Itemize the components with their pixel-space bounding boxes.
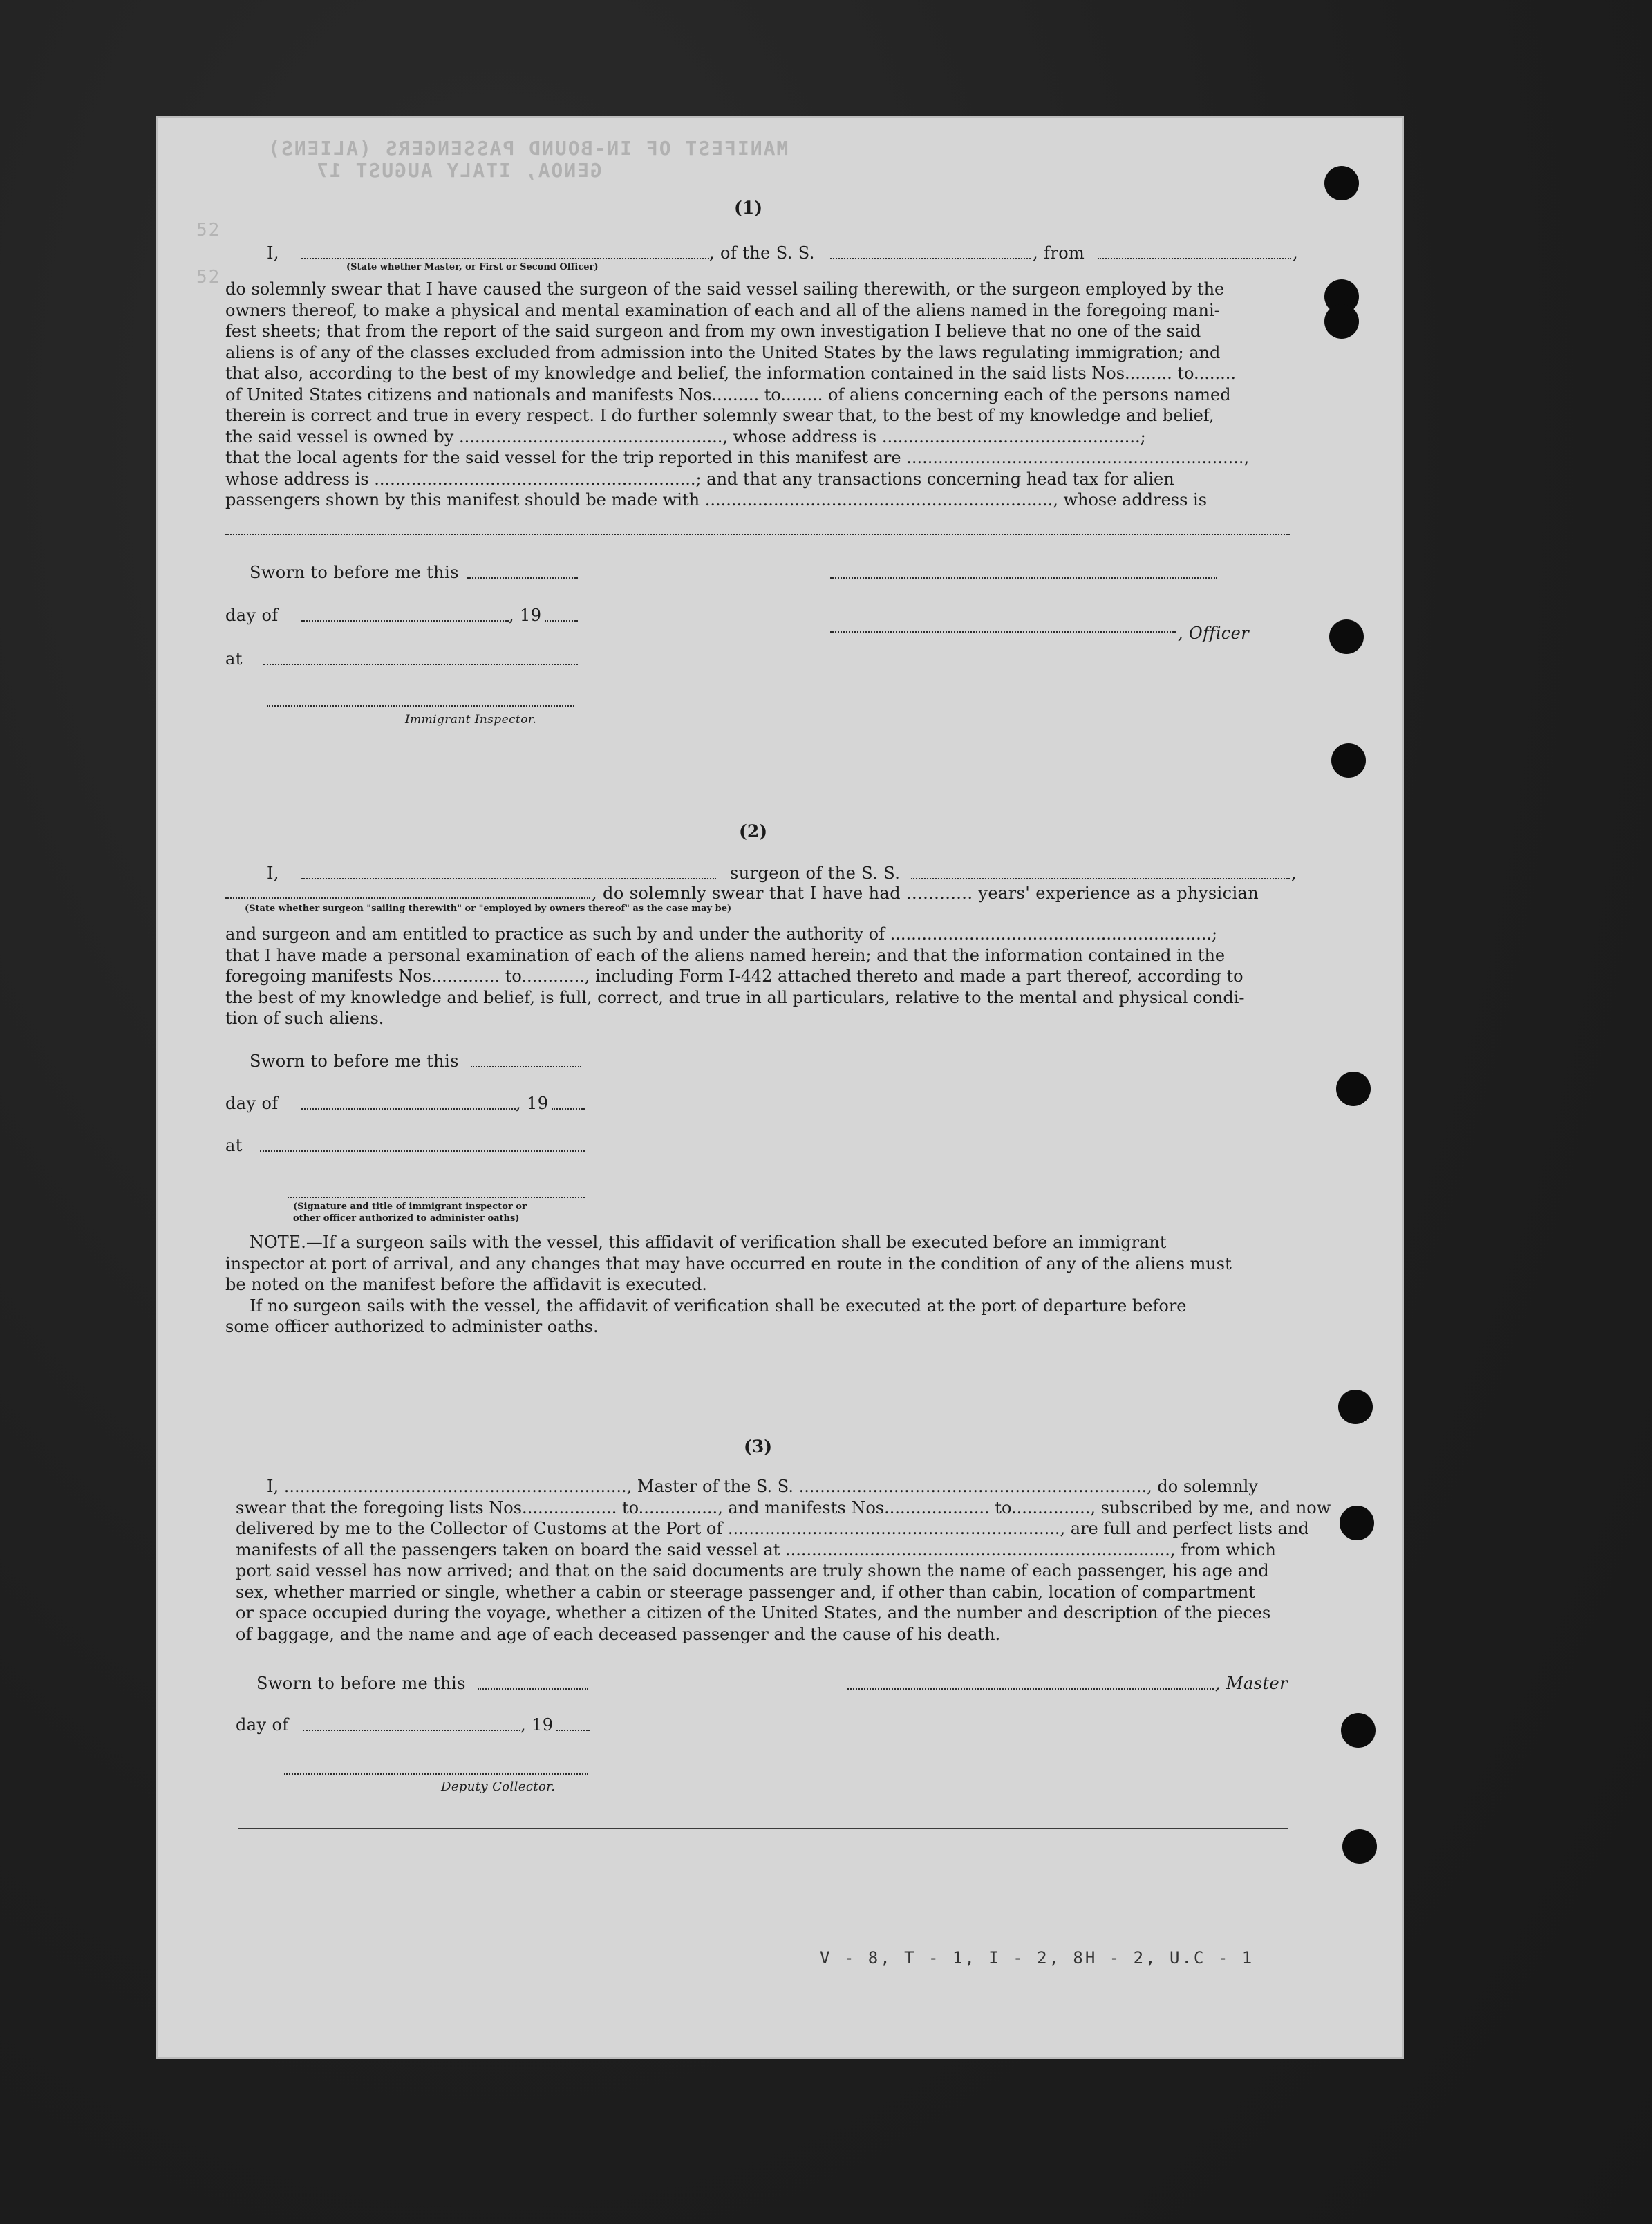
s2-note-line: If no surgeon sails with the vessel, the affidavit of verification shall be executed at the port of departure before xyxy=(250,1296,1187,1316)
s2-ship-blank xyxy=(911,878,1290,879)
s2-surgeon-blank xyxy=(301,878,716,879)
s1-body-line: aliens is of any of the classes excluded from admission into the United States by the laws regulating immigration; and xyxy=(225,342,1221,362)
s2-note-block xyxy=(225,1232,1359,1338)
s3-body-line: sex, whether married or single, whether a cabin or steerage passenger and, if other than cabin, location of compartment xyxy=(236,1582,1255,1602)
s2-at-blank xyxy=(260,1150,585,1152)
s3-deputy-label: Deputy Collector. xyxy=(441,1779,556,1794)
bleed-through-page-number-2: 52 xyxy=(196,267,221,288)
section-number-1: (1) xyxy=(734,198,763,218)
s1-officer-label: , Officer xyxy=(1178,624,1250,643)
s1-inspector-sig-blank xyxy=(267,705,574,707)
s2-body-line: that I have made a personal examination of each of the aliens named herein; and that the information contained in the xyxy=(225,945,1226,965)
s3-body-line: swear that the foregoing lists Nos.................. to..............., and manifests Nos.................... to..............., subscribed by me, and now xyxy=(236,1497,1331,1517)
s2-day-of-label: day of xyxy=(225,1094,279,1113)
s2-sworn-label: Sworn to before me this xyxy=(250,1052,459,1071)
s1-body-line: that also, according to the best of my knowledge and belief, the information contained in the said lists Nos......... to........ xyxy=(225,364,1237,383)
section-number-3: (3) xyxy=(744,1437,773,1457)
s2-body-line: tion of such aliens. xyxy=(225,1009,384,1028)
s1-body-line: whose address is .............................................................; and that any transactions concerning head tax for alien xyxy=(225,469,1174,489)
s1-body-line: fest sheets; that from the report of the said surgeon and from my own investigation I believe that no one of the said xyxy=(225,321,1201,341)
punch-hole xyxy=(1331,743,1366,778)
s1-comma: , xyxy=(1293,243,1299,263)
s1-year-blank xyxy=(545,620,578,622)
s2-surgeon-note: (State whether surgeon "sailing therewith" or "employed by owners thereof" as the case may be) xyxy=(245,904,732,914)
s2-year-label: , 19 xyxy=(516,1094,549,1113)
s1-body-line: owners thereof, to make a physical and mental examination of each and all of the aliens named in the foregoing mani- xyxy=(225,300,1220,320)
bleed-through-page-number: 52 xyxy=(196,220,221,241)
bottom-rule xyxy=(238,1828,1288,1829)
s2-sworn-blank xyxy=(471,1066,581,1067)
s2-note-line: NOTE.—If a surgeon sails with the vessel, this affidavit of verification shall be executed before an immigrant xyxy=(250,1233,1167,1252)
s1-of-ss: , of the S. S. xyxy=(709,243,815,263)
document-page xyxy=(156,116,1404,2059)
s2-at-label: at xyxy=(225,1136,243,1155)
s3-body-line: of baggage, and the name and age of each deceased passenger and the cause of his death. xyxy=(236,1624,1001,1644)
form-code: V - 8, T - 1, I - 2, 8H - 2, U.C - 1 xyxy=(820,1948,1255,1968)
s2-sig-note-1: (Signature and title of immigrant inspector or xyxy=(293,1202,527,1212)
bleed-through-header: MANIFEST OF IN-BOUND PASSENGERS (ALIENS) xyxy=(267,137,789,160)
s1-day-blank xyxy=(301,620,509,622)
bleed-through-subheader: GENOA, ITALY AUGUST 17 xyxy=(315,159,602,182)
s2-body-line: and surgeon and am entitled to practice as such by and under the authority of .............................................................; xyxy=(225,924,1218,944)
s3-body-line: port said vessel has now arrived; and that on the said documents are truly shown the name of each passenger, his age and xyxy=(236,1561,1269,1580)
s3-body-line: I, ................................................................., Master of the S. S. .................................................................., do solemnly xyxy=(267,1477,1258,1496)
s1-day-of-label: day of xyxy=(225,606,279,625)
s2-note-line: some officer authorized to administer oaths. xyxy=(225,1317,599,1336)
punch-hole xyxy=(1336,1072,1371,1106)
s1-body-line: passengers shown by this manifest should be made with .................................................................., whose address is xyxy=(225,490,1208,510)
s1-address-blank xyxy=(225,534,1290,535)
s3-day-of-label: day of xyxy=(236,1715,289,1735)
punch-hole xyxy=(1329,619,1364,654)
s1-body-line: do solemnly swear that I have caused the surgeon of the said vessel sailing therewith, or the surgeon employed by the xyxy=(225,279,1225,299)
punch-hole xyxy=(1342,1829,1377,1864)
s3-master-label: , Master xyxy=(1215,1674,1288,1693)
s1-sworn-label: Sworn to before me this xyxy=(250,563,459,582)
punch-hole xyxy=(1341,1713,1376,1748)
s3-year-blank xyxy=(556,1730,590,1731)
s2-day-blank xyxy=(301,1108,516,1110)
s3-sworn-blank xyxy=(478,1688,588,1690)
s2-note-line: be noted on the manifest before the affidavit is executed. xyxy=(225,1275,707,1294)
s2-note-line: inspector at port of arrival, and any changes that may have occurred en route in the condition of any of the aliens must xyxy=(225,1253,1232,1273)
s1-at-blank xyxy=(263,664,578,665)
s2-experience-line: , do solemnly swear that I have had ............ years' experience as a physician xyxy=(592,884,1259,903)
s2-surgeon-of-ss: surgeon of the S. S. xyxy=(730,863,901,883)
s2-sig-note-2: other officer authorized to administer oaths) xyxy=(293,1213,520,1224)
s2-body-line: the best of my knowledge and belief, is full, correct, and true in all particulars, relative to the mental and physical condi- xyxy=(225,987,1245,1007)
s2-i: I, xyxy=(267,863,279,883)
s1-from-blank xyxy=(1098,258,1291,259)
s1-body-line: the said vessel is owned by .................................................., whose address is .................................................; xyxy=(225,427,1146,447)
s3-deputy-sig-blank xyxy=(284,1773,588,1775)
s1-sworn-blank xyxy=(467,577,578,579)
s1-oath-body xyxy=(225,279,1359,511)
s2-body-line: foregoing manifests Nos............. to............, including Form I-442 attached thereto and made a part thereof, according to xyxy=(225,966,1243,986)
s2-comma: , xyxy=(1291,863,1297,883)
s1-year-label: , 19 xyxy=(509,606,542,625)
s3-master-sig-blank xyxy=(847,1688,1214,1690)
s1-inspector-label: Immigrant Inspector. xyxy=(405,713,537,727)
punch-hole xyxy=(1324,166,1359,200)
s3-oath-body xyxy=(236,1476,1369,1645)
punch-hole xyxy=(1338,1390,1373,1424)
s1-officer-sig-blank-1 xyxy=(830,577,1217,579)
s3-body-line: manifests of all the passengers taken on board the said vessel at ........................................................................., from which xyxy=(236,1540,1276,1560)
s2-capacity-blank xyxy=(225,897,590,899)
s1-at-label: at xyxy=(225,649,243,669)
s1-ship-blank xyxy=(830,258,1031,259)
s3-body-line: delivered by me to the Collector of Customs at the Port of ..............................................................., are full and perfect lists and xyxy=(236,1519,1309,1538)
s3-year-label: , 19 xyxy=(520,1715,554,1735)
s1-officer-sig-blank-2 xyxy=(830,631,1176,633)
s3-body-line: or space occupied during the voyage, whether a citizen of the United States, and the number and description of the pieces xyxy=(236,1603,1271,1623)
s3-sworn-label: Sworn to before me this xyxy=(256,1674,466,1693)
s1-body-line: of United States citizens and nationals and manifests Nos......... to........ of aliens concerning each of the persons named xyxy=(225,384,1231,404)
s1-master-blank xyxy=(301,258,709,259)
s2-oath-body xyxy=(225,924,1359,1029)
s3-day-blank xyxy=(303,1730,520,1731)
s2-sig-blank xyxy=(288,1197,585,1198)
s1-body-line: that the local agents for the said vessel for the trip reported in this manifest are ................................................................, xyxy=(225,448,1250,467)
s1-from: , from xyxy=(1033,243,1085,263)
section-number-2: (2) xyxy=(739,821,768,841)
s1-i: I, xyxy=(267,243,279,263)
s1-master-note: (State whether Master, or First or Second Officer) xyxy=(346,262,599,272)
s2-year-blank xyxy=(552,1108,585,1110)
s1-body-line: therein is correct and true in every respect. I do further solemnly swear that, to the best of my knowledge and belief, xyxy=(225,406,1214,425)
